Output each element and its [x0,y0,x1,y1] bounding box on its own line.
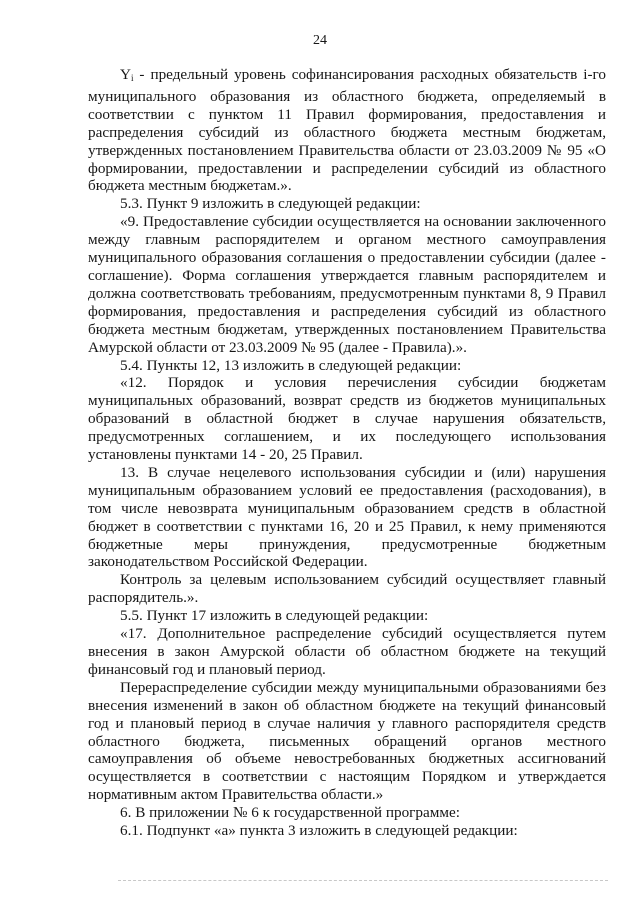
paragraph-6-1: 6.1. Подпункт «а» пункта 3 изложить в следующей редакции: [120,822,518,840]
yi-symbol: Y [120,66,131,83]
yi-subscript: i [130,73,134,83]
paragraph-item-17: «17. Дополнительное распределение субсидий осуществляется путем внесения в закон Амурской области об областном бюджете на текущий финансовый год и плановый период. [88,625,606,678]
paragraph-5-5: 5.5. Пункт 17 изложить в следующей редакции: [120,607,429,625]
page-number: 24 [313,33,327,48]
paragraph-6: 6. В приложении № 6 к государственной программе: [120,804,460,822]
paragraph-5-4: 5.4. Пункты 12, 13 изложить в следующей редакции: [120,356,462,374]
paragraph-item-9: «9. Предоставление субсидии осуществляется на основании заключенного между главным распорядителем и органом местного самоуправления муниципального образования соглашения о предоставлении субсидии (далее - соглашение). Форма соглашения утверждается главным распорядителем и должна соответствовать требованиям, предусмотренным пунктами 8, 9 Правил формирования, предоставления и распределения субсидий из областного бюджета местным бюджетам, утвержденных постановлением Правительства Амурской области от 23.03.2009 № 95 (далее - Правила).». [88,213,606,356]
paragraph-redistribution: Перераспределение субсидии между муниципальными образованиями без внесения изменений в закон об областном бюджете на текущий финансовый год и плановый период в случае наличия у главного распорядителя средств областного бюджета, письменных обращений органов местного самоуправления об объеме невостребованных бюджетных ассигнований осуществляется в соответствии с настоящим Порядком и утверждается нормативным актом Правительства области.» [88,678,606,804]
paragraph-item-12: «12. Порядок и условия перечисления субсидии бюджетам муниципальных образований, возврат средств из бюджетов муниципальных образований в областной бюджет в случае нарушения обязательств, предусмотренных соглашением, и их последующего использования установлены пунктами 14 - 20, 25 Правил. [88,374,606,464]
paragraph-yi-definition [88,66,606,195]
paragraph-control: Контроль за целевым использованием субсидий осуществляет главный распорядитель.». [88,571,606,607]
paragraph-item-13: 13. В случае нецелевого использования субсидии и (или) нарушения муниципальным образованием условий ее предоставления (расходования), в том числе невозврата муниципальным образованием средств в областной бюджет в соответствии с пунктами 16, 20 и 25 Правил, к нему применяются бюджетные меры принуждения, предусмотренные бюджетным законодательством Российской Федерации. [88,463,606,571]
paragraph-5-3: 5.3. Пункт 9 изложить в следующей редакции: [120,195,421,213]
scan-edge-mark [118,880,608,881]
yi-definition-text: - предельный уровень софинансирования расходных обязательств i-го муниципального образования из областного бюджета, определяемый в соответствии с пунктом 11 Правил формирования, предоставления и распределения субсидий из областного бюджета местным бюджетам, утвержденных постановлением Правительства области от 23.03.2009 № 95 «О формировании, предоставлении и распределении субсидий из областного бюджета местным бюджетам.». [88,66,606,195]
document-body [88,66,606,840]
